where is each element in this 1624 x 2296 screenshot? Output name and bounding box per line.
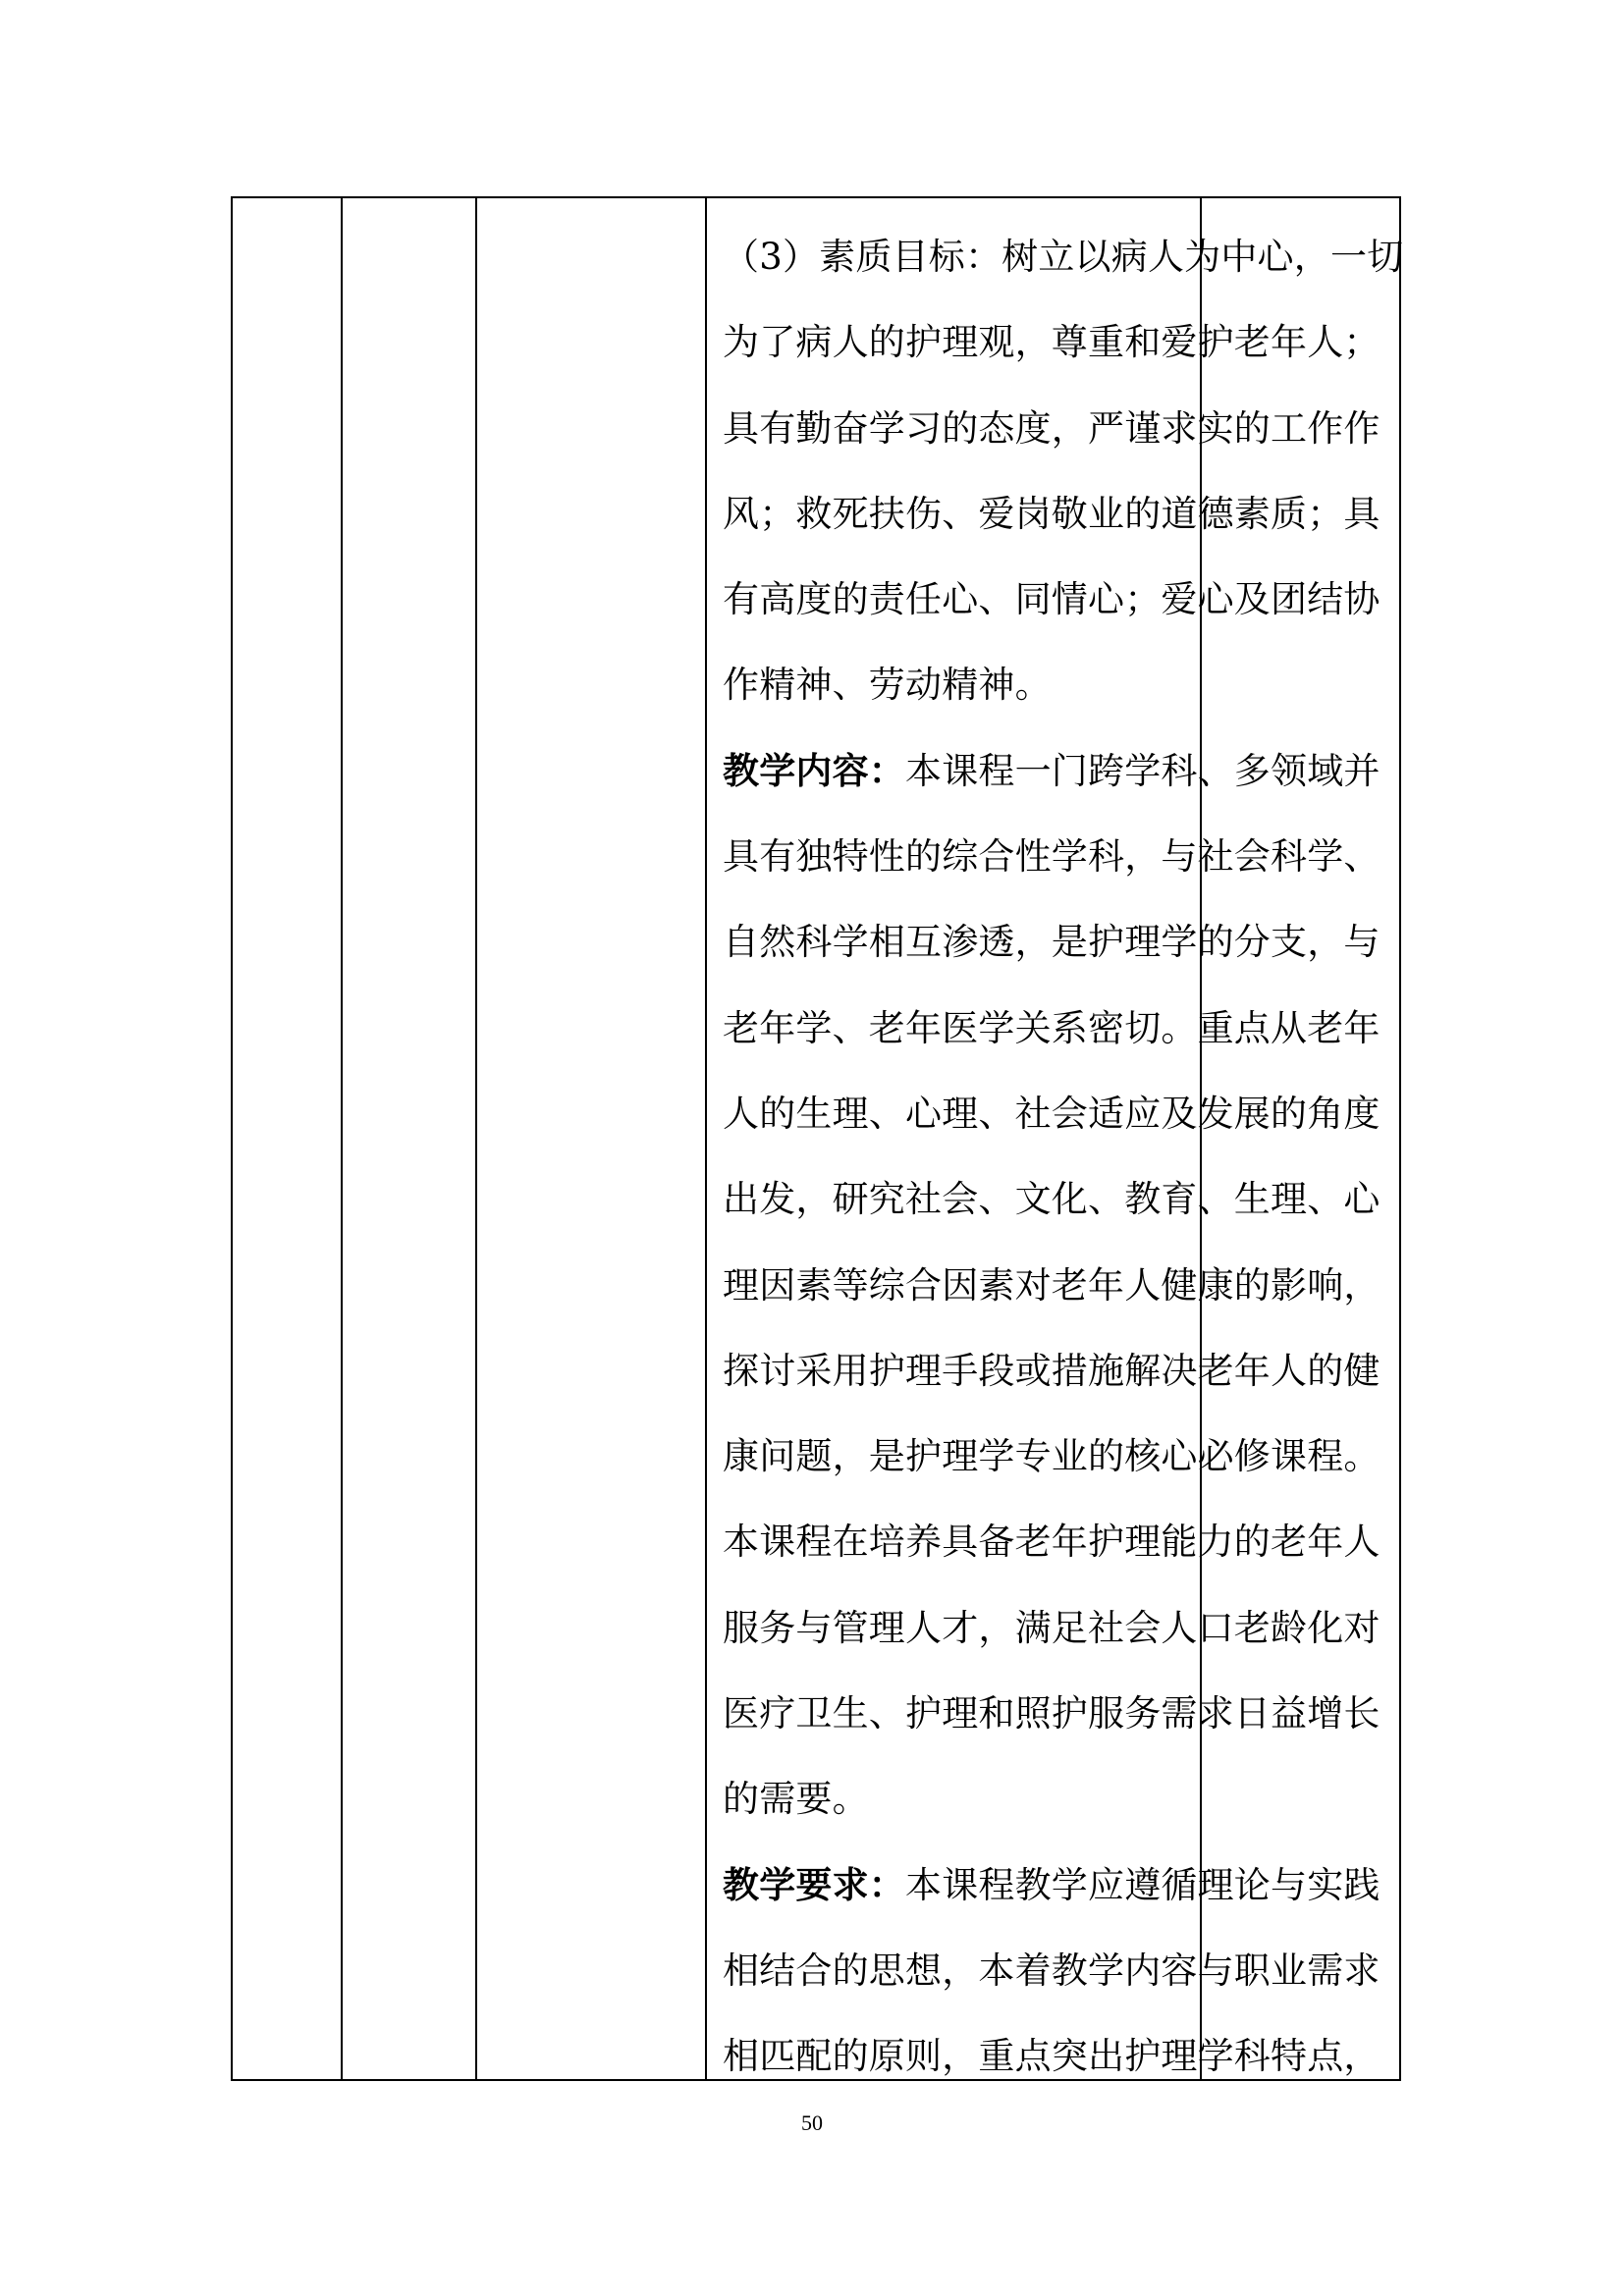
- body-text: 本课程在培养具备老年护理能力的老年人: [723, 1521, 1380, 1564]
- text-line: [723, 1585, 1429, 1671]
- text-line: [723, 1328, 1429, 1414]
- body-text: 相结合的思想，本着教学内容与职业需求: [723, 1949, 1380, 1992]
- section-heading-label: 教学要求：: [723, 1862, 905, 1906]
- text-line: [723, 1842, 1429, 1928]
- body-text: 医疗卫生、护理和照护服务需求日益增长: [723, 1692, 1380, 1735]
- body-text: 理因素等综合因素对老年人健康的影响，: [723, 1263, 1380, 1307]
- section-heading-label: 教学内容：: [723, 748, 905, 792]
- text-line: [723, 386, 1429, 471]
- text-line: [723, 1243, 1429, 1328]
- text-line: [723, 1414, 1429, 1499]
- table-column-divider: [341, 198, 343, 2079]
- page-number: 50: [801, 2110, 823, 2135]
- body-text: 出发，研究社会、文化、教育、生理、心: [723, 1178, 1380, 1221]
- body-text: 为了病人的护理观，尊重和爱护老年人；: [723, 321, 1380, 364]
- course-table: [231, 196, 1404, 2081]
- text-line: [723, 214, 1429, 299]
- body-text: （3）素质目标：树立以病人为中心，一切: [723, 236, 1404, 278]
- text-line: [723, 1928, 1429, 2013]
- text-line: [723, 899, 1429, 985]
- body-text: 风；救死扶伤、爱岗敬业的道德素质；具: [723, 492, 1380, 535]
- course-description-cell: [707, 198, 1429, 2079]
- body-text: 本课程一门跨学科、多领域并: [905, 749, 1380, 792]
- body-text: 人的生理、心理、社会适应及发展的角度: [723, 1092, 1380, 1135]
- body-text: 相匹配的原则，重点突出护理学科特点，: [723, 2035, 1380, 2078]
- text-line: [723, 2013, 1429, 2099]
- text-line: [723, 1156, 1429, 1242]
- body-text: 具有勤奋学习的态度，严谨求实的工作作: [723, 406, 1380, 450]
- body-text: 康问题，是护理学专业的核心必修课程。: [723, 1435, 1380, 1478]
- text-line: [723, 728, 1429, 814]
- text-line: [723, 642, 1429, 727]
- body-text: 作精神、劳动精神。: [723, 664, 1052, 707]
- body-text: 具有独特性的综合性学科，与社会科学、: [723, 835, 1380, 879]
- text-line: [723, 557, 1429, 642]
- body-text: 老年学、老年医学关系密切。重点从老年: [723, 1006, 1380, 1049]
- body-text: 的需要。: [723, 1778, 869, 1821]
- table-column-divider: [475, 198, 477, 2079]
- body-text: 有高度的责任心、同情心；爱心及团结协: [723, 578, 1380, 621]
- body-text: 本课程教学应遵循理论与实践: [905, 1863, 1380, 1906]
- text-line: [723, 814, 1429, 899]
- body-text: 自然科学相互渗透，是护理学的分支，与: [723, 921, 1380, 964]
- text-line: [723, 1499, 1429, 1584]
- text-line: [723, 471, 1429, 557]
- body-text: 探讨采用护理手段或措施解决老年人的健: [723, 1349, 1380, 1392]
- text-line: [723, 1671, 1429, 1756]
- text-line: [723, 986, 1429, 1071]
- body-text: 服务与管理人才，满足社会人口老龄化对: [723, 1606, 1380, 1649]
- text-line: [723, 1756, 1429, 1842]
- text-line: [723, 1071, 1429, 1156]
- text-line: [723, 299, 1429, 385]
